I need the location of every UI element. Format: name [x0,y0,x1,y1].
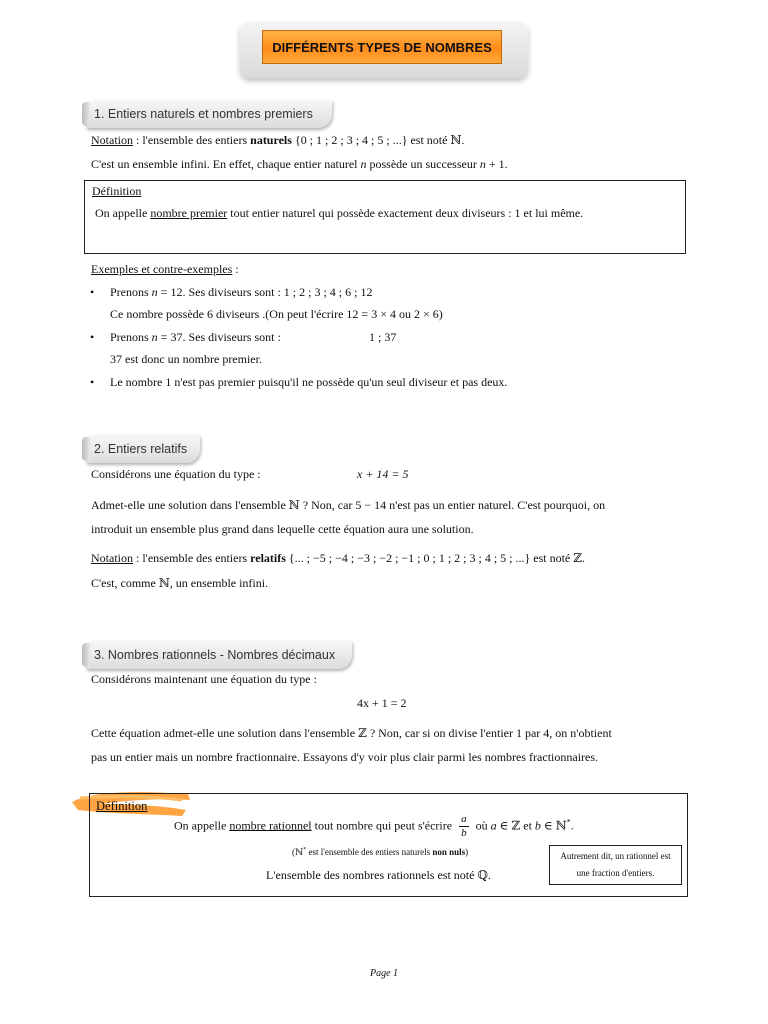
section-2-heading [86,435,200,463]
sec2-para-line1: Admet-elle une solution dans l'ensemble ℕ ? Non, car 5 − 14 n'est pas un entier naturel. C'est pourquoi, on [91,498,606,512]
examples-label: Exemples et contre-exemples [91,262,233,276]
text: + 1. [485,157,508,171]
notation-label: Notation [91,551,133,565]
sec2-equation: x + 14 = 5 [357,467,409,481]
side-note-box [549,845,682,885]
text: possède un successeur [366,157,480,171]
sec3-para-line1: Cette équation admet-elle une solution dans l'ensemble ℤ ? Non, car si on divise l'entier 1 par 4, on n'obtient [91,726,612,740]
var-b: b [534,818,541,833]
sec3-para-line2: pas un entier mais un nombre fractionnaire. Essayons d'y voir plus clair parmi les nombres fractionnaires. [91,750,599,764]
text: : l'ensemble des entiers [133,133,251,147]
text: ∈ ℕ [540,818,567,833]
text: est l'ensemble des entiers naturels [306,847,433,857]
var-n: n [151,285,158,299]
text: tout nombre qui peut s'écrire [311,818,453,833]
var-a: a [490,818,497,833]
rational-set-line: L'ensemble des nombres rationnels est noté ℚ. [266,868,491,882]
fraction-a-over-b [459,813,469,840]
page-title: DIFFÉRENTS TYPES DE NOMBRES [262,30,502,64]
text: {0 ; 1 ; 2 ; 3 ; 4 ; 5 ; ...} est noté ℕ. [291,133,465,147]
sec1-notation [91,133,464,148]
sec2-consider: Considérons une équation du type : [91,467,261,481]
text: où [475,818,491,833]
fraction-denominator: b [461,827,467,839]
side-note-line-2: une fraction d'entiers. [576,868,655,878]
term: nombre rationnel [229,818,312,833]
section-1-heading [86,100,332,128]
definition-label: Définition [96,799,148,813]
text: tout entier naturel qui possède exactement deux diviseurs : 1 et lui même. [227,206,584,220]
fraction-numerator: a [461,813,467,825]
text-bold: non nuls [432,847,466,857]
section-3-heading [86,641,352,669]
definition-text [95,206,583,221]
list-item: • Le nombre 1 n'est pas premier puisqu'il ne possède qu'un seul diviseur et pas deux. [110,375,507,390]
var-n: n [479,157,486,171]
var-n: n [151,330,158,344]
text: Prenons [110,285,152,299]
text: On appelle [174,818,230,833]
text: ) [465,847,469,857]
sec2-infinite: C'est, comme ℕ, un ensemble infini. [91,576,269,590]
sec1-infinite [91,157,508,172]
definition-box-prime [84,180,686,254]
side-note-line-1: Autrement dit, un rationnel est [560,851,671,861]
text: C'est un ensemble infini. En effet, chaque entier naturel [91,157,361,171]
text-bold: naturels [250,133,292,147]
list-item [110,330,281,345]
text: ∈ ℤ et [496,818,535,833]
naturals-nonzero-note [292,847,468,858]
text: {... ; −5 ; −4 ; −3 ; −2 ; −1 ; 0 ; 1 ; 2 ; 3 ; 4 ; 5 ; ...} est noté ℤ. [285,551,586,565]
examples-title [91,262,239,277]
var-n: n [360,157,367,171]
sec2-notation [91,551,585,566]
section-2-heading-text: 2. Entiers relatifs [94,442,188,456]
divisors-value: 1 ; 37 [369,330,397,344]
section-1-heading-text: 1. Entiers naturels et nombres premiers [94,107,313,121]
notation-label: Notation [91,133,133,147]
term: nombre premier [150,206,228,220]
definition-text [174,813,574,840]
sec3-consider: Considérons maintenant une équation du type : [91,672,317,686]
list-item-detail: Ce nombre possède 6 diviseurs .(On peut l'écrire 12 = 3 × 4 ou 2 × 6) [110,307,443,321]
text: (ℕ [292,847,304,857]
text: . [570,818,574,833]
text-bold: relatifs [250,551,286,565]
text: Prenons [110,330,152,344]
section-3-heading-text: 3. Nombres rationnels - Nombres décimaux [94,648,336,662]
definition-box-rational [89,793,688,897]
text: On appelle [95,206,151,220]
text: = 12. Ses diviseurs sont : 1 ; 2 ; 3 ; 4 ; 6 ; 12 [157,285,373,299]
sec2-para-line2: introduit un ensemble plus grand dans lequelle cette équation aura une solution. [91,522,474,536]
sec3-equation: 4x + 1 = 2 [357,696,407,710]
superscript-star: * [566,817,571,827]
text: : [232,262,239,276]
list-item [110,285,372,300]
text: : l'ensemble des entiers [133,551,251,565]
list-item-detail: 37 est donc un nombre premier. [110,352,262,366]
page-number: Page 1 [370,968,399,979]
superscript-star: * [303,847,307,853]
text: = 37. Ses diviseurs sont : [157,330,281,344]
definition-label: Définition [92,184,142,198]
